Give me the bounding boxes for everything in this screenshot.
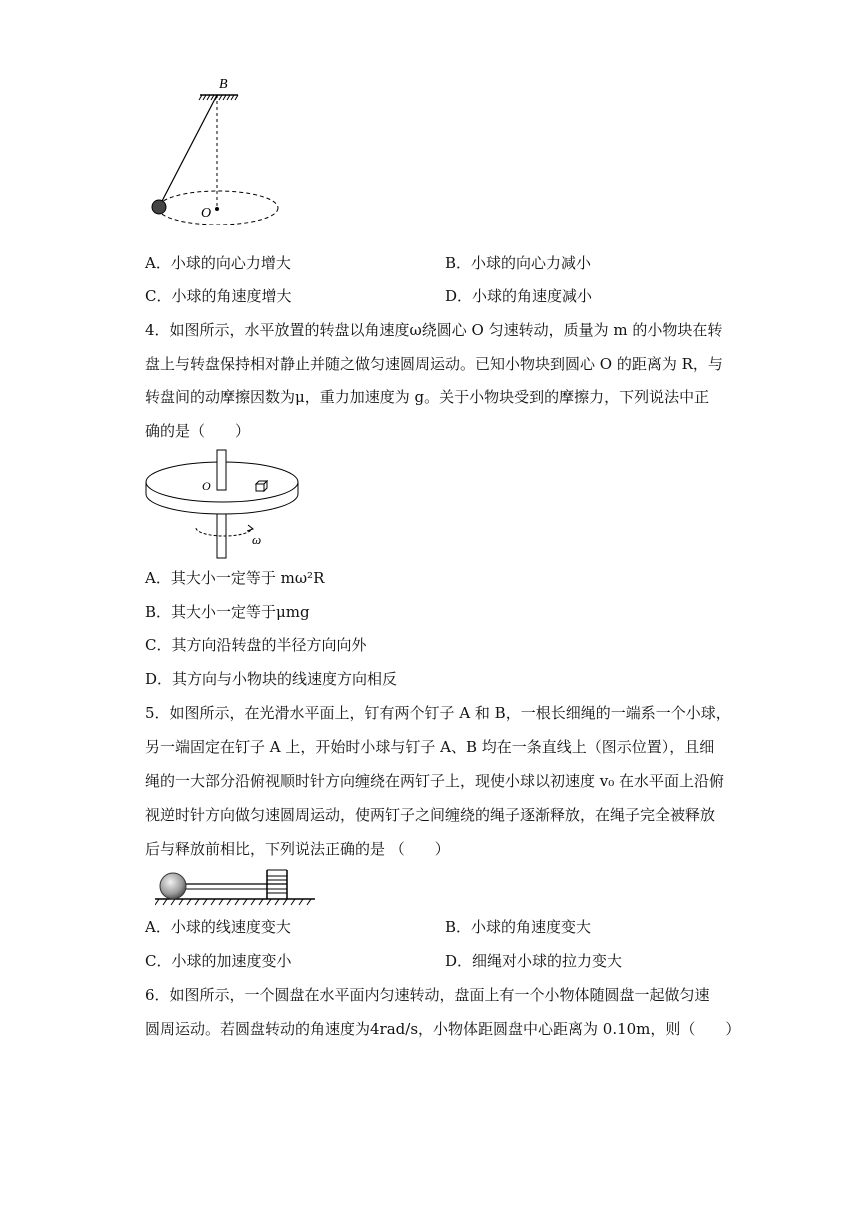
string-line: [160, 95, 217, 205]
pendulum-ball: [152, 200, 166, 214]
q5-option-d: D．细绳对小球的拉力变大: [445, 952, 623, 970]
q4-stem-line-2: 盘上与转盘保持相对静止并随之做匀速圆周运动。已知小物块到圆心 O 的距离为 R，与: [145, 355, 723, 373]
q4-stem-line-1: 4．如图所示，水平放置的转盘以角速度ω绕圆心 O 匀速转动，质量为 m 的小物块在转: [145, 321, 723, 339]
turntable-label-omega: ω: [252, 532, 262, 547]
q4-stem-line-3: 转盘间的动摩擦因数为μ，重力加速度为 g。关于小物块受到的摩擦力，下列说法中正: [145, 388, 710, 406]
q5-stem-line-1: 5．如图所示，在光滑水平面上，钉有两个钉子 A 和 B，一根长细绳的一端系一个小球，: [145, 704, 731, 722]
q3-option-b: B．小球的向心力减小: [445, 254, 592, 272]
q6-stem-line-1: 6．如图所示，一个圆盘在水平面内匀速转动，盘面上有一个小物体随圆盘一起做匀速: [145, 986, 710, 1004]
label-O: O: [201, 206, 212, 221]
q5-stem-line-4: 视逆时针方向做匀速圆周运动，使两钉子之间缠绕的绳子逐渐释放，在绳子完全被释放: [145, 806, 716, 824]
q5-stem-line-5: 后与释放前相比，下列说法正确的是 （ ）: [145, 840, 450, 858]
axle-upper: [217, 450, 226, 490]
q5-option-b: B．小球的角速度变大: [445, 918, 592, 936]
q3-option-c: C．小球的角速度增大: [145, 287, 292, 305]
q4-stem-line-4: 确的是（ ）: [145, 422, 251, 440]
q4-option-a: A．其大小一定等于 mω²R: [145, 569, 325, 587]
q4-option-b: B．其大小一定等于μmg: [145, 603, 310, 621]
turntable-figure: [140, 446, 310, 566]
center-dot: [215, 207, 219, 211]
q5-stem-line-2: 另一端固定在钉子 A 上，开始时小球与钉子 A、B 均在一条直线上（图示位置），且细: [145, 738, 715, 756]
q3-option-a: A．小球的向心力增大: [145, 254, 291, 272]
q4-option-c: C．其方向沿转盘的半径方向向外: [145, 636, 367, 654]
q5-option-c: C．小球的加速度变小: [145, 952, 292, 970]
conical-pendulum-figure: [140, 70, 290, 225]
label-B: B: [219, 77, 228, 92]
q5-stem-line-3: 绳的一大部分沿俯视顺时针方向缠绕在两钉子上，现使小球以初速度 v₀ 在水平面上沿俯: [145, 772, 725, 790]
turntable-label-O: O: [202, 479, 211, 493]
q6-stem-line-2: 圆周运动。若圆盘转动的角速度为4rad/s，小物体距圆盘中心距离为 0.10m，则（ ）: [145, 1020, 741, 1038]
rope-ball: [160, 873, 186, 899]
q4-option-d: D．其方向与小物块的线速度方向相反: [145, 670, 398, 688]
q3-option-d: D．小球的角速度减小: [445, 287, 593, 305]
nails-rope-figure: [155, 862, 320, 912]
q5-option-a: A．小球的线速度变大: [145, 918, 291, 936]
small-block: [256, 481, 267, 491]
